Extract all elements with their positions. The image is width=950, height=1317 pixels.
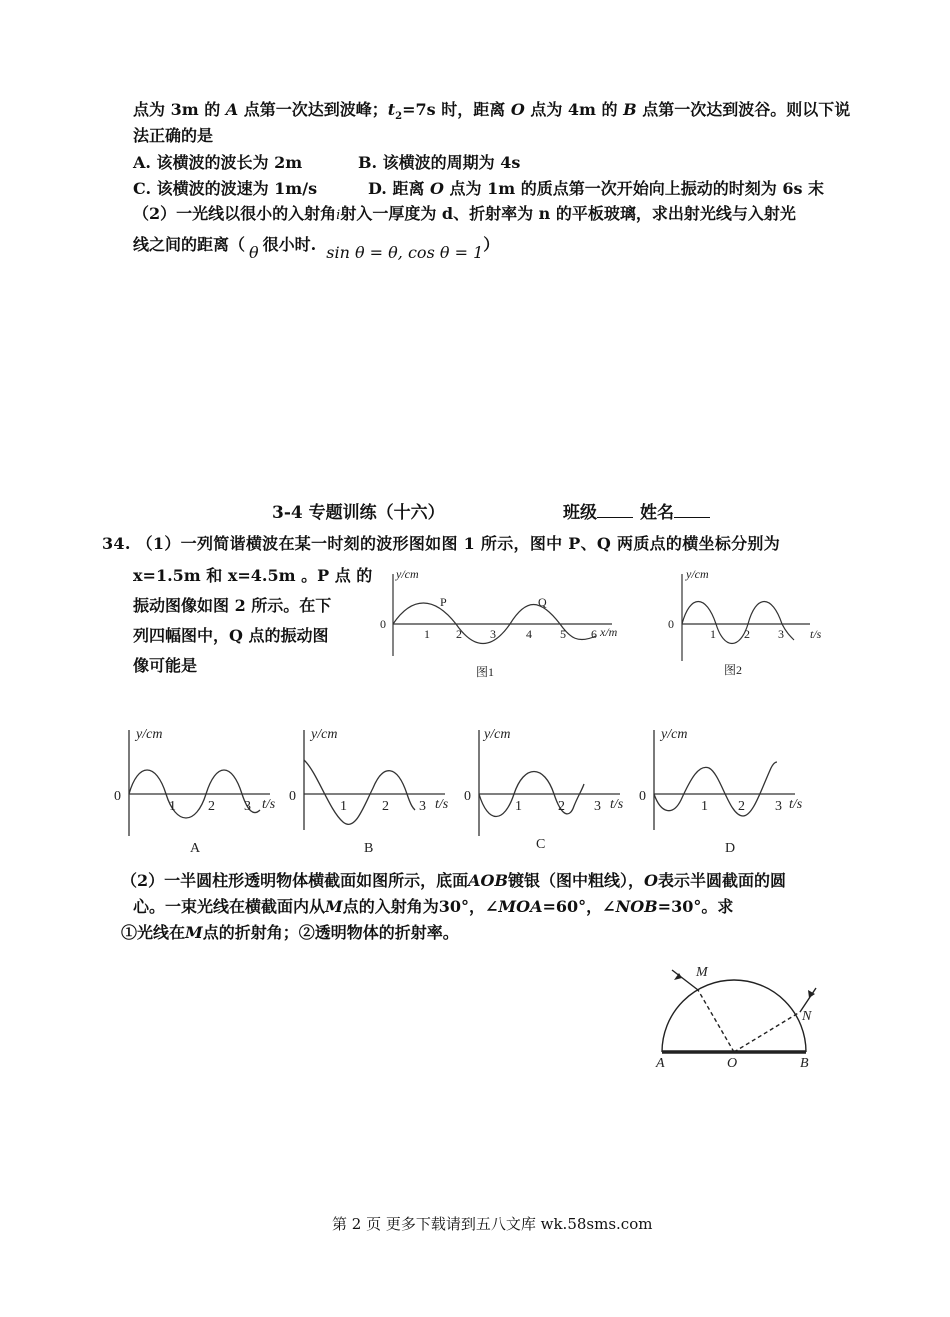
prev-line-2: 法正确的是 [133,126,214,145]
tick-3: 3 [244,799,251,814]
option-letter: D [725,841,736,856]
origin-label: 0 [380,617,386,631]
tick-3: 3 [594,799,601,814]
tick-3: 3 [775,799,782,814]
q-label: Q [538,595,547,609]
x-axis-label: t/s [262,797,276,812]
y-axis-label: y/cm [396,567,419,581]
label-n: N [802,1009,812,1024]
name-field: 姓名 [640,502,710,524]
y-axis-label: y/cm [484,727,511,742]
origin-label: 0 [114,789,121,804]
origin-label: 0 [639,789,646,804]
part2-line-1: （2）一半圆柱形透明物体横截面如图所示，底面AOB镀银（图中粗线），O表示半圆截面的圆 [121,871,786,890]
q34-line-1: 34. （1）一列简谐横波在某一时刻的波形图如图 1 所示，图中 P、Q 两质点的横坐标分别为 [102,534,781,553]
tick-1: 1 [424,627,430,641]
x-axis-label: t/s [810,627,822,641]
tick-5: 5 [560,627,566,641]
tick-1: 1 [515,799,522,814]
option-a-graph [110,720,290,860]
semicircle-arc [662,980,806,1052]
y-axis-label: y/cm [311,727,338,742]
tick-1: 1 [710,627,716,641]
option-a: A. 该横波的波长为 2m [133,153,303,172]
option-b-graph [285,720,465,860]
semicircle-diagram [650,960,830,1075]
figure-1-waveform [372,566,642,686]
part2-line-2: 心。一束光线在横截面内从M点的入射角为30°，∠MOA=60°，∠NOB=30°。求 [133,897,734,916]
wave-curve [304,760,415,824]
class-field: 班级 [563,502,633,524]
incident-ray [672,970,698,990]
q34-side-2: 振动图像如图 2 所示。在下 [133,596,332,615]
option-b: B. 该横波的周期为 4s [358,153,521,172]
tick-2: 2 [456,627,462,641]
tick-2: 2 [382,799,389,814]
radius-on [734,1012,800,1052]
x-axis-label: t/s [789,797,803,812]
q34-side-4: 像可能是 [133,656,198,675]
section-title: 3-4 专题训练（十六） [272,503,445,523]
origin-label: 0 [668,617,674,631]
y-axis-label: y/cm [661,727,688,742]
label-m: M [696,965,708,980]
label-b: B [800,1056,809,1071]
x-axis-label: x/m [600,625,618,639]
formula: sin θ = θ, cos θ = 1 [326,243,484,262]
tick-3: 3 [778,627,784,641]
option-c: C. 该横波的波速为 1m/s [133,179,318,198]
figure-1-caption: 图1 [476,665,495,679]
q34-side-3: 列四幅图中，Q 点的振动图 [133,626,329,645]
p-label: P [440,595,447,609]
label-a: A [656,1056,665,1071]
q2-line-1: （2）一光线以很小的入射角i射入一厚度为 d、折射率为 n 的平板玻璃，求出射光线与入射光 [133,204,796,223]
tick-3: 3 [419,799,426,814]
label-o: O [727,1056,738,1071]
prev-line-1: 点为 3m 的 A 点第一次达到波峰；$t_2=7s$ 时，距离 O 点为 4m 的 B 点第一次达到波谷。则以下说 [133,100,851,123]
part2-line-3: ①光线在M点的折射角；②透明物体的折射率。 [121,923,459,942]
q2-line-2: 线之间的距离（ θ 很小时. sin θ = θ, cos θ = 1） [133,235,500,262]
option-letter: A [190,841,201,856]
tick-1: 1 [169,799,176,814]
origin-label: 0 [464,789,471,804]
q34-side-1: x=1.5m 和 x=4.5m 。P 点 的 [133,566,373,585]
option-d: D. 距离 O 点为 1m 的质点第一次开始向上振动的时刻为 6s 末 [368,179,825,198]
figure-2-vibration [662,566,832,686]
option-d-graph [635,720,815,860]
x-axis-label: t/s [435,797,449,812]
option-c-graph [460,720,640,860]
tick-2: 2 [208,799,215,814]
tick-4: 4 [526,627,532,641]
tick-1: 1 [701,799,708,814]
x-axis-label: t/s [610,797,624,812]
option-letter: B [364,841,374,856]
tick-1: 1 [340,799,347,814]
tick-2: 2 [738,799,745,814]
y-axis-label: y/cm [686,567,709,581]
tick-2: 2 [558,799,565,814]
tick-3: 3 [490,627,496,641]
option-letter: C [536,837,546,852]
tick-6: 6 [591,627,597,641]
wave-curve [654,762,777,816]
radius-om [698,990,734,1052]
figure-2-caption: 图2 [724,663,743,677]
y-axis-label: y/cm [136,727,163,742]
page-footer: 第 2 页 更多下载请到五八文库 wk.58sms.com [332,1215,653,1233]
origin-label: 0 [289,789,296,804]
tick-2: 2 [744,627,750,641]
